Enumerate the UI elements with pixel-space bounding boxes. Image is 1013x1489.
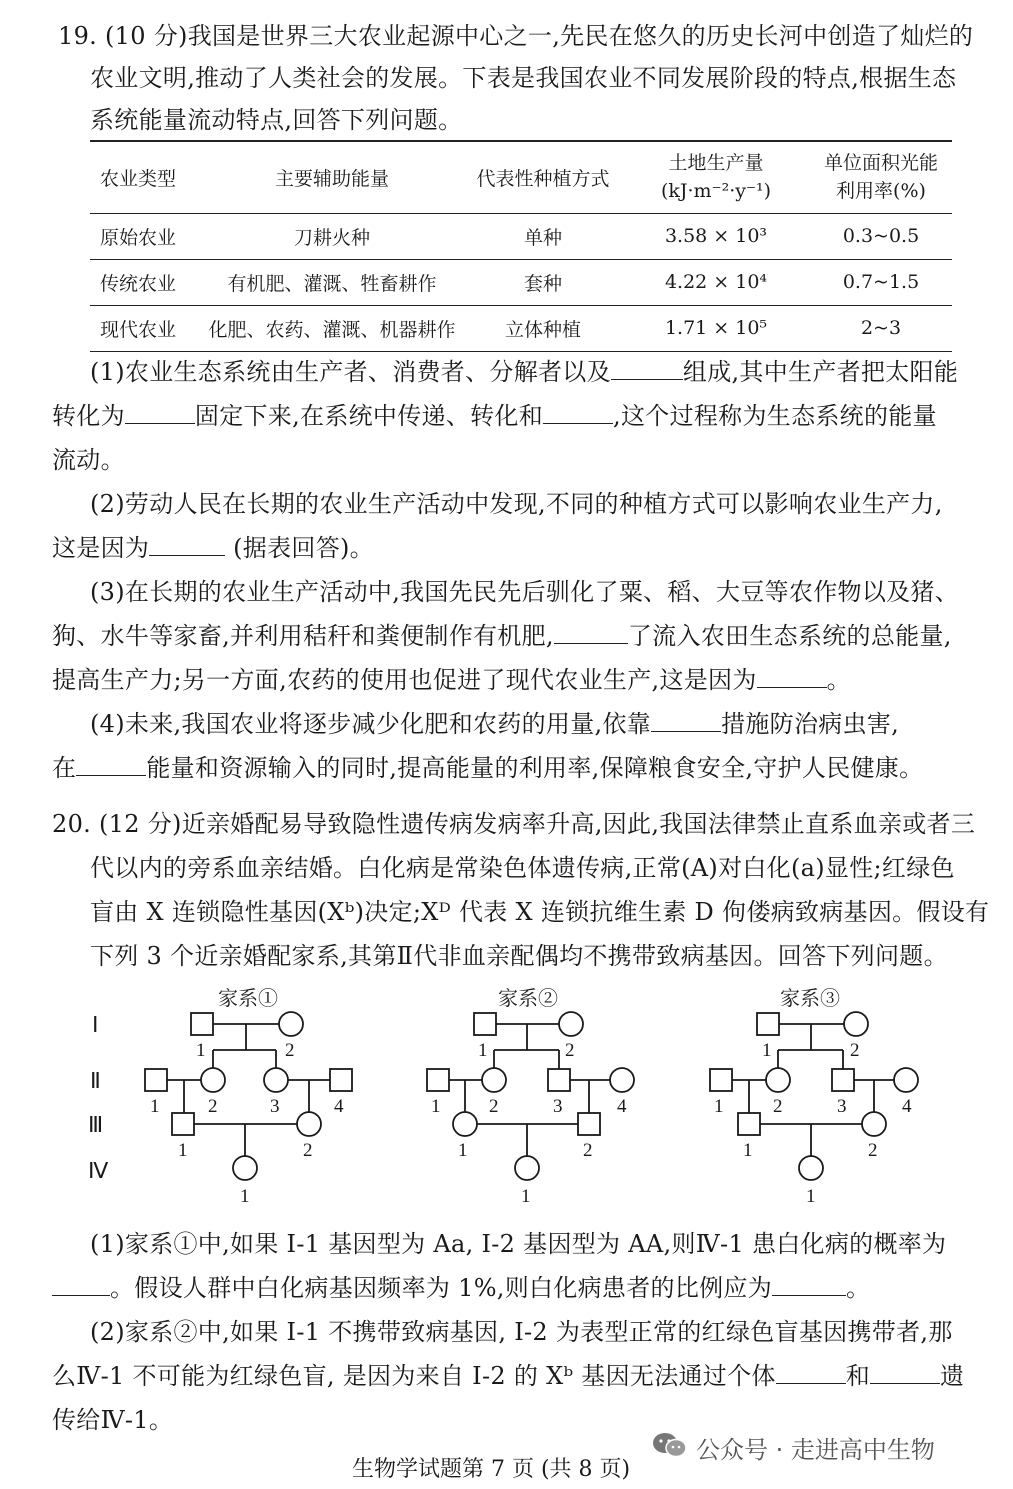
male-symbol	[427, 1069, 449, 1091]
male-symbol	[738, 1113, 760, 1135]
col-production-unit: (kJ·m⁻²·y⁻¹)	[660, 180, 772, 203]
col-efficiency-title: 单位面积光能	[823, 152, 938, 175]
text: 。	[826, 666, 851, 694]
q20-line2: 代以内的旁系血亲结婚。白化病是常染色体遗传病,正常(A)对白化(a)显性;红绿色	[90, 854, 955, 882]
cell: 单种	[523, 226, 562, 249]
cell: 2~3	[860, 317, 902, 339]
text: (据表回答)。	[233, 534, 374, 562]
cell: 套种	[523, 272, 562, 295]
answer-blank[interactable]	[543, 395, 613, 424]
answer-blank[interactable]	[611, 351, 683, 380]
individual-number: 3	[553, 1096, 563, 1117]
female-symbol	[279, 1012, 303, 1036]
female-symbol	[799, 1156, 823, 1180]
text: (4)未来,我国农业将逐步减少化肥和农药的用量,依靠	[90, 710, 652, 738]
q20-sub1-line1: (1)家系①中,如果 Ⅰ-1 基因型为 Aa, Ⅰ-2 基因型为 AA,则Ⅳ-1 患白化病的概率为	[90, 1230, 947, 1258]
individual-number: 1	[431, 1096, 441, 1117]
individual-number: 4	[902, 1096, 912, 1117]
cell: 4.22 × 10⁴	[664, 271, 768, 293]
generation-label-4: Ⅳ	[88, 1158, 109, 1183]
male-symbol	[191, 1013, 213, 1035]
female-symbol	[559, 1012, 583, 1036]
cell: 刀耕火种	[293, 226, 370, 249]
q20-sub2-line3: 传给Ⅳ-1。	[52, 1406, 174, 1434]
individual-number: 2	[583, 1140, 593, 1161]
cell: 现代农业	[100, 318, 177, 341]
cell: 有机肥、灌溉、牲畜耕作	[227, 272, 437, 295]
q19-line1: 19. (10 分)我国是世界三大农业起源中心之一,先民在悠久的历史长河中创造了灿烂的	[58, 22, 974, 50]
text: 能量和资源输入的同时,提高能量的利用率,保障粮食安全,守护人民健康。	[146, 754, 924, 782]
q19-line3: 系统能量流动特点,回答下列问题。	[90, 106, 463, 134]
male-symbol	[172, 1113, 194, 1135]
table-row	[90, 213, 952, 259]
text: 在	[52, 754, 77, 782]
text: (1)农业生态系统由生产者、消费者、分解者以及	[90, 358, 611, 386]
col-production	[622, 141, 810, 213]
wechat-logo-icon	[652, 1432, 688, 1458]
individual-number: 2	[850, 1040, 860, 1061]
individual-number: 2	[303, 1140, 313, 1161]
text: 和	[845, 1362, 871, 1390]
q20-sub1-line2	[52, 1266, 870, 1310]
q20-sub2-line2	[52, 1354, 964, 1398]
col-efficiency-unit: 利用率(%)	[836, 180, 926, 203]
male-symbol	[757, 1013, 779, 1035]
answer-blank[interactable]	[76, 747, 146, 776]
answer-blank[interactable]	[651, 703, 721, 732]
individual-number: 1	[150, 1096, 160, 1117]
female-symbol	[453, 1112, 477, 1136]
q19-sub4-line2	[52, 746, 923, 790]
table-header-row	[90, 141, 952, 213]
female-symbol	[894, 1068, 918, 1092]
cell: 0.7~1.5	[842, 271, 920, 293]
cell: 1.71 × 10⁵	[664, 317, 768, 339]
generation-label-3: Ⅲ	[88, 1112, 104, 1137]
page-footer: 生物学试题第 7 页 (共 8 页)	[352, 1457, 631, 1482]
female-symbol	[233, 1156, 257, 1180]
pedigree-family-2	[427, 1012, 634, 1207]
text: 组成,其中生产者把太阳能	[682, 358, 959, 386]
q19-sub4-line1	[90, 702, 899, 746]
cell: 传统农业	[100, 272, 177, 295]
text: 了流入农田生态系统的总能量,	[627, 622, 952, 650]
female-symbol	[264, 1068, 288, 1092]
text: 。	[846, 1274, 871, 1302]
individual-number: 1	[478, 1040, 488, 1061]
male-symbol	[548, 1069, 570, 1091]
answer-blank[interactable]	[554, 615, 628, 644]
text: 。假设人群中白化病基因频率为 1%,则白化病患者的比例应为	[110, 1274, 773, 1302]
male-symbol	[710, 1069, 732, 1091]
q20-sub2-line1: (2)家系②中,如果 Ⅰ-1 不携带致病基因, Ⅰ-2 为表型正常的红绿色盲基因携带者,那	[90, 1318, 953, 1346]
q20-line4: 下列 3 个近亲婚配家系,其第Ⅱ代非血亲配偶均不携带致病基因。回答下列问题。	[90, 942, 948, 970]
male-symbol	[578, 1113, 600, 1135]
cell: 化肥、农药、灌溉、机器耕作	[208, 318, 456, 341]
answer-blank[interactable]	[52, 1267, 110, 1296]
answer-blank[interactable]	[757, 659, 827, 688]
female-symbol	[515, 1156, 539, 1180]
answer-blank[interactable]	[772, 1267, 846, 1296]
text: 这是因为	[52, 534, 150, 562]
male-symbol	[832, 1069, 854, 1091]
individual-number: 2	[868, 1140, 878, 1161]
col-energy: 主要辅助能量	[274, 167, 389, 190]
text: 么Ⅳ-1 不可能为红绿色盲, 是因为来自 Ⅰ-2 的 Xᵇ 基因无法通过个体	[52, 1362, 776, 1390]
col-efficiency	[810, 141, 952, 213]
pedigree-family-3	[710, 1012, 918, 1207]
text: 措施防治病虫害,	[721, 710, 900, 738]
q19-sub1-line2	[52, 394, 937, 438]
q20-line3: 盲由 X 连锁隐性基因(Xᵇ)决定;Xᴰ 代表 X 连锁抗维生素 D 佝偻病致病基因。假设有	[90, 898, 990, 926]
individual-number: 2	[208, 1096, 218, 1117]
individual-number: 1	[762, 1040, 772, 1061]
col-production-title: 土地生产量	[668, 152, 764, 175]
text: 转化为	[52, 402, 125, 430]
female-symbol	[201, 1068, 225, 1092]
family-1-title: 家系①	[218, 986, 278, 1010]
individual-number: 2	[285, 1040, 295, 1061]
male-symbol	[474, 1013, 496, 1035]
table-row	[90, 259, 952, 305]
pedigree-family-1	[145, 1012, 352, 1207]
female-symbol	[482, 1068, 506, 1092]
individual-number: 1	[240, 1186, 250, 1207]
individual-number: 3	[837, 1096, 847, 1117]
cell: 立体种植	[504, 318, 581, 341]
individual-number: 1	[714, 1096, 724, 1117]
pedigree-diagrams	[0, 1000, 1013, 1230]
generation-label-1: Ⅰ	[92, 1012, 99, 1037]
text: 遗	[940, 1362, 965, 1390]
text: ,这个过程称为生态系统的能量	[613, 402, 937, 430]
q19-sub1-line3: 流动。	[52, 446, 125, 474]
family-2-title: 家系②	[498, 986, 558, 1010]
q19-sub3-line2	[52, 614, 952, 658]
q19-sub3-line3	[52, 658, 851, 702]
individual-number: 3	[270, 1096, 280, 1117]
q19-sub2-line1: (2)劳动人民在长期的农业生产活动中发现,不同的种植方式可以影响农业生产力,	[90, 490, 943, 518]
text: 提高生产力;另一方面,农药的使用也促进了现代农业生产,这是因为	[52, 666, 757, 694]
q20-line1: 20. (12 分)近亲婚配易导致隐性遗传病发病率升高,因此,我国法律禁止直系血亲或者三	[52, 810, 976, 838]
answer-blank[interactable]	[125, 395, 195, 424]
cell: 3.58 × 10³	[664, 225, 768, 247]
generation-label-2: Ⅱ	[90, 1068, 101, 1093]
answer-blank[interactable]	[870, 1355, 940, 1384]
female-symbol	[297, 1112, 321, 1136]
table-row	[90, 305, 952, 351]
female-symbol	[844, 1012, 868, 1036]
q19-sub3-line1: (3)在长期的农业生产活动中,我国先民先后驯化了粟、稻、大豆等农作物以及猪、	[90, 578, 960, 606]
col-method: 代表性种植方式	[476, 167, 610, 190]
individual-number: 4	[334, 1096, 344, 1117]
answer-blank[interactable]	[149, 527, 225, 556]
individual-number: 1	[521, 1186, 531, 1207]
col-type: 农业类型	[100, 167, 177, 190]
individual-number: 2	[565, 1040, 575, 1061]
female-symbol	[766, 1068, 790, 1092]
individual-number: 2	[489, 1096, 499, 1117]
cell: 原始农业	[100, 226, 177, 249]
answer-blank[interactable]	[776, 1355, 846, 1384]
individual-number: 1	[196, 1040, 206, 1061]
individual-number: 1	[458, 1140, 468, 1161]
q19-line2: 农业文明,推动了人类社会的发展。下表是我国农业不同发展阶段的特点,根据生态	[90, 64, 957, 92]
male-symbol	[330, 1069, 352, 1091]
agriculture-table	[90, 140, 952, 352]
watermark-text: 公众号 · 走进高中生物	[696, 1436, 935, 1464]
individual-number: 4	[617, 1096, 627, 1117]
individual-number: 2	[773, 1096, 783, 1117]
text: 固定下来,在系统中传递、转化和	[194, 402, 544, 430]
family-3-title: 家系③	[780, 986, 840, 1010]
q19-sub2-line2	[52, 526, 374, 570]
individual-number: 1	[806, 1186, 816, 1207]
individual-number: 1	[743, 1140, 753, 1161]
q19-sub1-line1	[90, 350, 958, 394]
male-symbol	[145, 1069, 167, 1091]
female-symbol	[862, 1112, 886, 1136]
female-symbol	[610, 1068, 634, 1092]
text: 狗、水牛等家畜,并利用秸秆和粪便制作有机肥,	[52, 622, 554, 650]
cell: 0.3~0.5	[842, 225, 920, 247]
individual-number: 1	[178, 1140, 188, 1161]
